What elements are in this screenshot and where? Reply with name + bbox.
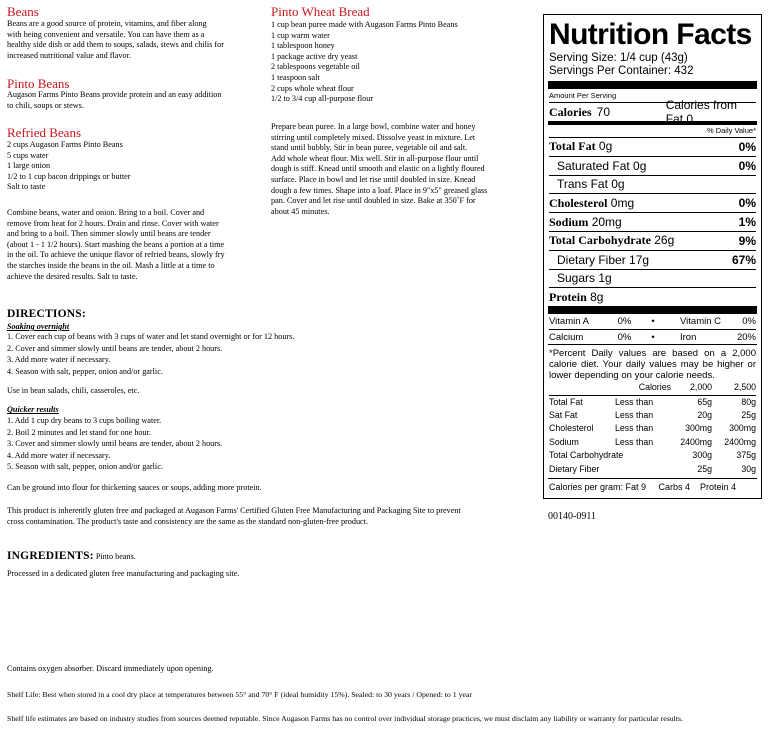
nutrition-facts-panel	[543, 14, 762, 499]
beans-text: Beans are a good source of protein, vitamins, and fiber along with being convenient and versatile. You can have them as a healthy side dish or add them to soups, salads, stews and chilis for increased nutritional value and flavor.	[7, 19, 224, 60]
calories-per-gram: Calories per gram: Fat 9 Carbs 4 Protein 4	[548, 478, 757, 495]
directions-heading: DIRECTIONS:	[7, 308, 86, 320]
ingredients-label: INGREDIENTS:	[7, 550, 94, 562]
gluten-note: This product is inherently gluten free and packaged at Augason Farms' Certified Gluten Free Manufacturing and Packaging Site to prevent cross contamination. The product's taste and consistency are the same as the standard non-gluten-free product.	[7, 506, 461, 526]
nutrient-row-dietary-fiber: Dietary Fiber 17g 67%	[549, 250, 756, 269]
nutrient-row-total-fat: Total Fat 0g 0%	[549, 137, 756, 156]
calories-value: 70	[596, 105, 611, 119]
processed-note: Processed in a dedicated gluten free manufacturing and packaging site.	[7, 569, 240, 578]
beans-heading: Beans	[7, 4, 39, 19]
ingredients-line	[7, 546, 136, 564]
soaking-steps: 1. Cover each cup of beans with 3 cups of water and let stand overnight or for 12 hours. 2. Cover and simmer slowly until beans are tender, about 2 hours. 3. Add more water if necessary. 4. Season with salt, pepper, onion and/or garlic.	[7, 332, 295, 376]
refried-beans-method: Combine beans, water and onion. Bring to a boil. Cover and remove from heat for 2 hours. Drain and rinse. Cover with water and bring to a boil. Then simmer slowly until beans are tender (about 1 - 1 1/2 hours). Start mashing the beans a portion at a time in the oil. To achieve the unique flavor of refried beans, slowly fry the starches inside the beans in the oil. Mash a little at a time to achieve the desired results. Salt to taste.	[7, 208, 225, 281]
quicker-steps: 1. Add 1 cup dry beans to 3 cups boiling water. 2. Boil 2 minutes and let stand for one hour. 3. Cover and simmer slowly until beans are tender, about 2 hours. 4. Add more water if necessary. 5. Season with salt, pepper, onion and/or garlic.	[7, 416, 223, 472]
nutrient-row-trans-fat: Trans Fat 0g	[549, 175, 756, 194]
servings-per-container: Servings Per Container: 432	[549, 65, 694, 77]
daily-value-header: % Daily Value*	[706, 126, 756, 135]
wheat-bread-ingredients: 1 cup bean puree made with Augason Farms Pinto Beans 1 cup warm water 1 tablespoon honey 1 package active dry yeast 2 tablespoons vegetable oil 1 teaspoon salt 2 cups whole wheat flour 1/2 to 3/4 cup all-purpose flour	[271, 20, 458, 104]
disclaimer-note: Shelf life estimates are based on industry studies from sources deemed reputable. Since Augason Farms has no control over individual storage practices, we must disclaim any liability or warranty for particular results.	[7, 714, 683, 723]
daily-value-footnote: *Percent Daily values are based on a 2,000 calorie diet. Your daily values may be higher or lower depending on your calorie needs.	[549, 348, 756, 382]
wheat-bread-heading: Pinto Wheat Bread	[271, 4, 370, 19]
vitamin-row-calcium-iron: Calcium 0% • Iron 20%	[549, 329, 756, 344]
nutrient-row-protein: Protein 8g	[549, 287, 756, 306]
shelf-life-note: Shelf Life: Best when stored in a cool dry place at temperatures between 55° and 70° F (ideal humidity 15%). Sealed: to 30 years / Opened: to 1 year	[7, 690, 473, 699]
nutrient-row-sodium: Sodium 20mg 1%	[549, 212, 756, 231]
nutrient-row-total-carbohydrate: Total Carbohydrate 26g 9%	[549, 231, 756, 250]
thick-divider	[548, 81, 757, 89]
serving-size: Serving Size: 1/4 cup (43g)	[549, 52, 688, 64]
product-code: 00140-0911	[548, 511, 596, 522]
vitamin-row-a-c: Vitamin A 0% • Vitamin C 0%	[549, 316, 756, 328]
nutrient-row-sugars: Sugars 1g	[549, 269, 756, 288]
nutrition-title: Nutrition Facts	[549, 18, 752, 51]
amount-per-serving: Amount Per Serving	[549, 91, 617, 100]
refried-beans-ingredients: 2 cups Augason Farms Pinto Beans 5 cups water 1 large onion 1/2 to 1 cup bacon drippings or butter Salt to taste	[7, 140, 131, 192]
calories-row	[549, 98, 756, 126]
quicker-heading: Quicker results	[7, 405, 59, 414]
nutrient-row-cholesterol: Cholesterol 0mg 0%	[549, 193, 756, 212]
soaking-heading: Soaking overnight	[7, 322, 70, 331]
reference-table: Calories 2,000 2,500 Total Fat Less than 65g 80g Sat Fat Less than 20g 25g Cholesterol Less than 300mg 300mg Sodium Less than 2400mg 2400mg Total Carbohydrate 300g 375g Dietary Fiber 25g 30g	[549, 382, 756, 474]
wheat-bread-method: Prepare bean puree. In a large bowl, combine water and honey stirring until completely mixed. Dissolve yeast in mixture. Let stand until bubbly. Stir in bean puree, vegetable oil and salt. Add whole wheat flour. Mix well. Stir in all-purpose flour until dough is stiff. Knead until smooth and elastic on a lightly floured surface. Place in bowl and let rise until doubled in size. Knead dough a few times. Shape into a loaf. Place in 9"x5" greased glass pan. Cover and let rise until doubled in size. Bake at 350˚F for about 45 minutes.	[271, 122, 488, 216]
thick-divider-2	[548, 306, 757, 314]
use-note: Use in bean salads, chili, casseroles, etc.	[7, 386, 140, 395]
pinto-beans-text: Augason Farms Pinto Beans provide protein and an easy addition to chili, soups or stews.	[7, 90, 222, 110]
pinto-beans-heading: Pinto Beans	[7, 76, 70, 91]
flour-note: Can be ground into flour for thickening sauces or soups, adding more protein.	[7, 483, 262, 492]
calories-label: Calories	[549, 104, 592, 119]
calories-from-fat: Calories from Fat 0	[665, 98, 738, 126]
ingredients-value: Pinto beans.	[93, 552, 136, 561]
nutrient-row-saturated-fat: Saturated Fat 0g 0%	[549, 156, 756, 175]
refried-beans-heading: Refried Beans	[7, 125, 82, 140]
oxygen-note: Contains oxygen absorber. Discard immediately upon opening.	[7, 664, 214, 673]
